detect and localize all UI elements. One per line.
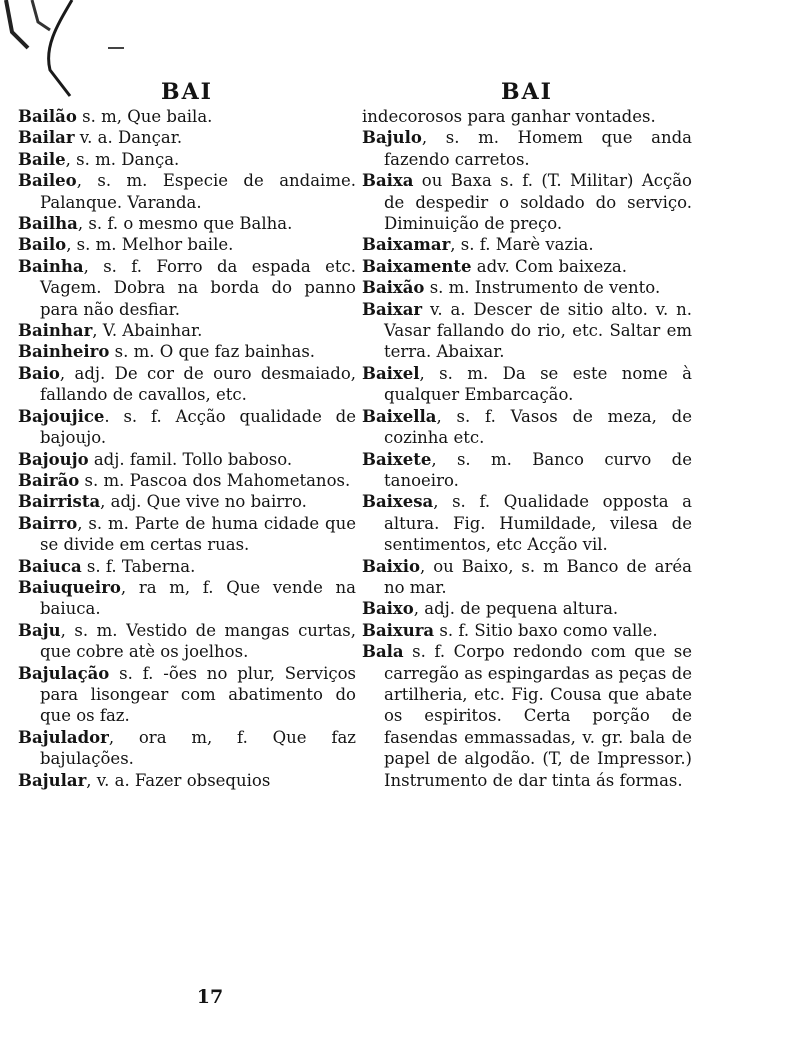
entry-definition: adv. Com baixeza. (471, 256, 627, 276)
entry-headword: Bainha (18, 256, 84, 276)
dictionary-entry (18, 363, 356, 406)
entry-definition: s. f. Sitio baxo como valle. (434, 620, 658, 640)
entry-headword: Bajulador (18, 727, 109, 747)
entry-headword: Baiuca (18, 556, 82, 576)
dictionary-entry (362, 620, 692, 641)
entry-definition: , ora m, f. Que faz bajulações. (40, 727, 356, 769)
dictionary-entry (362, 234, 692, 255)
entry-headword: Baile (18, 149, 66, 169)
entry-definition: s. m. Instrumento de vento. (424, 278, 661, 298)
dictionary-entry (362, 406, 692, 449)
entry-headword: Bajulo (362, 128, 422, 148)
entry-definition: , s. m. Dança. (65, 149, 180, 169)
dictionary-entry (18, 213, 356, 234)
dictionary-entry (362, 449, 692, 492)
entry-headword: Bairrista (18, 492, 101, 512)
dictionary-entry (18, 234, 356, 255)
entry-headword: Baixar (362, 299, 423, 319)
entry-definition: , adj. Que vive no bairro. (100, 492, 307, 512)
entry-definition: , s. m. Da se este nome à qualquer Embarcação. (384, 363, 692, 405)
dictionary-entry (18, 491, 356, 512)
entry-definition: , adj. de pequena altura. (413, 599, 619, 619)
dictionary-entry (18, 170, 356, 213)
entry-headword: Baixão (362, 278, 425, 298)
entry-definition: s. m. Pascoa dos Mahometanos. (79, 470, 351, 490)
dictionary-entry (362, 491, 692, 555)
entry-definition: , s. m. Melhor baile. (66, 235, 234, 255)
entry-definition: adj. famil. Tollo baboso. (88, 449, 293, 469)
left-column (18, 78, 356, 791)
entry-headword: Bajoujo (18, 449, 89, 469)
entry-headword: Bairro (18, 513, 78, 533)
dictionary-entry (18, 106, 356, 127)
entry-headword: Bajulação (18, 663, 110, 683)
entry-definition: indecorosos para ganhar vontades. (362, 107, 656, 126)
entry-definition: s. f. Taberna. (81, 556, 196, 576)
entry-headword: Bailar (18, 128, 75, 148)
entry-definition: v. a. Dançar. (74, 128, 183, 148)
dictionary-entry (362, 277, 692, 298)
dictionary-entry (18, 406, 356, 449)
entry-definition: , V. Abainhar. (92, 321, 203, 341)
entry-headword: Baixel (362, 363, 420, 383)
entry-definition: , adj. De cor de ouro desmaiado, fallando de cavallos, etc. (40, 363, 356, 405)
entry-headword: Baixamente (362, 256, 472, 276)
dictionary-entry (362, 170, 692, 234)
dictionary-entry (362, 363, 692, 406)
entry-definition: , v. a. Fazer obsequios (86, 770, 271, 790)
entry-definition: v. a. Descer de sitio alto. v. n. Vasar fallando do rio, etc. Saltar em terra. Abaixar. (384, 299, 692, 362)
right-running-header: BAI (501, 79, 553, 105)
dictionary-entry (362, 598, 692, 619)
entry-headword: Baixura (362, 620, 435, 640)
entry-definition: , s. f. Vasos de meza, de cozinha etc. (384, 406, 692, 448)
entry-definition: , s. m. Parte de huma cidade que se divide em certas ruas. (40, 513, 356, 555)
entry-headword: Bajular (18, 770, 87, 790)
entry-definition: , s. f. Marè vazia. (450, 235, 594, 255)
dictionary-entry (18, 341, 356, 362)
entry-headword: Baio (18, 363, 60, 383)
entry-headword: Bailo (18, 235, 67, 255)
entry-headword: Bajoujice (18, 406, 105, 426)
entry-definition: , s. m. Homem que anda fazendo carretos. (384, 128, 692, 169)
left-entry-list (18, 106, 356, 791)
dictionary-entry (18, 513, 356, 556)
entry-headword: Baiuqueiro (18, 577, 121, 597)
entry-headword: Baju (18, 620, 61, 640)
entry-headword: Bairão (18, 470, 80, 490)
entry-headword: Bailha (18, 214, 78, 234)
entry-definition: , ou Baixo, s. m Banco de aréa no mar. (384, 556, 692, 597)
entry-headword: Baixa (362, 171, 414, 191)
entry-definition: . s. f. Acção qualidade de bajoujo. (40, 406, 356, 448)
entry-definition: , ra m, f. Que vende na baiuca. (40, 577, 356, 619)
entry-definition: s. f. -ões no plur, Serviços para lisongear com abatimento do que os faz. (40, 663, 356, 726)
dictionary-entry (18, 663, 356, 727)
dictionary-entry (18, 127, 356, 148)
right-entry-list (362, 106, 692, 791)
entry-headword: Baixio (362, 556, 421, 576)
entry-headword: Baixete (362, 449, 432, 469)
entry-headword: Baixella (362, 406, 437, 426)
dictionary-entry (18, 577, 356, 620)
entry-headword: Bainhar (18, 321, 93, 341)
entry-headword: Bainheiro (18, 342, 110, 362)
right-column (362, 78, 692, 791)
entry-headword: Baixo (362, 599, 414, 619)
dictionary-entry (362, 641, 692, 791)
entry-headword: Baixesa (362, 492, 434, 512)
dictionary-entry (362, 106, 692, 127)
dictionary-entry (18, 149, 356, 170)
dictionary-entry (362, 127, 692, 170)
entry-definition: ou Baxa s. f. (T. Militar) Acção de despedir o soldado do serviço. Diminuição de preço. (384, 171, 692, 234)
entry-definition: , s. m. Especie de andaime. Palanque. Varanda. (40, 171, 356, 212)
entry-definition: , s. f. Qualidade opposta a altura. Fig. Humildade, vilesa de sentimentos, etc Acção vil. (384, 492, 692, 555)
dictionary-entry (18, 770, 356, 791)
dictionary-entry (18, 620, 356, 663)
dictionary-entry (18, 556, 356, 577)
dictionary-entry (18, 320, 356, 341)
dictionary-entry (362, 299, 692, 363)
entry-headword: Bala (362, 642, 404, 662)
entry-definition: s. m. O que faz bainhas. (109, 342, 316, 362)
dictionary-entry (18, 256, 356, 320)
entry-headword: Bailão (18, 107, 77, 126)
dictionary-entry (18, 727, 356, 770)
entry-definition: s. f. Corpo redondo com que se carregão as espingardas as peças de artilheria, etc. Fig. Cousa que abate os espiritos. Certa porção de fasendas emmassadas, v. gr. bala de papel de algodão. (T, de Impressor.) Instrumento de dar tinta ás formas. (384, 642, 692, 790)
dictionary-entry (18, 449, 356, 470)
page-number: 17 (196, 986, 224, 1008)
entry-definition: , s. f. Forro da espada etc. Vagem. Dobra na borda do panno para não desfiar. (40, 256, 356, 319)
dictionary-entry (362, 256, 692, 277)
entry-definition: , s. m. Banco curvo de tanoeiro. (384, 449, 692, 490)
entry-headword: Baileo (18, 171, 77, 191)
entry-headword: Baixamar (362, 235, 451, 255)
entry-definition: , s. f. o mesmo que Balha. (77, 214, 293, 234)
dictionary-entry (362, 556, 692, 599)
dictionary-entry (18, 470, 356, 491)
entry-definition: , s. m. Vestido de mangas curtas, que cobre atè os joelhos. (40, 620, 356, 662)
entry-definition: s. m, Que baila. (76, 107, 213, 126)
left-running-header: BAI (161, 79, 213, 105)
